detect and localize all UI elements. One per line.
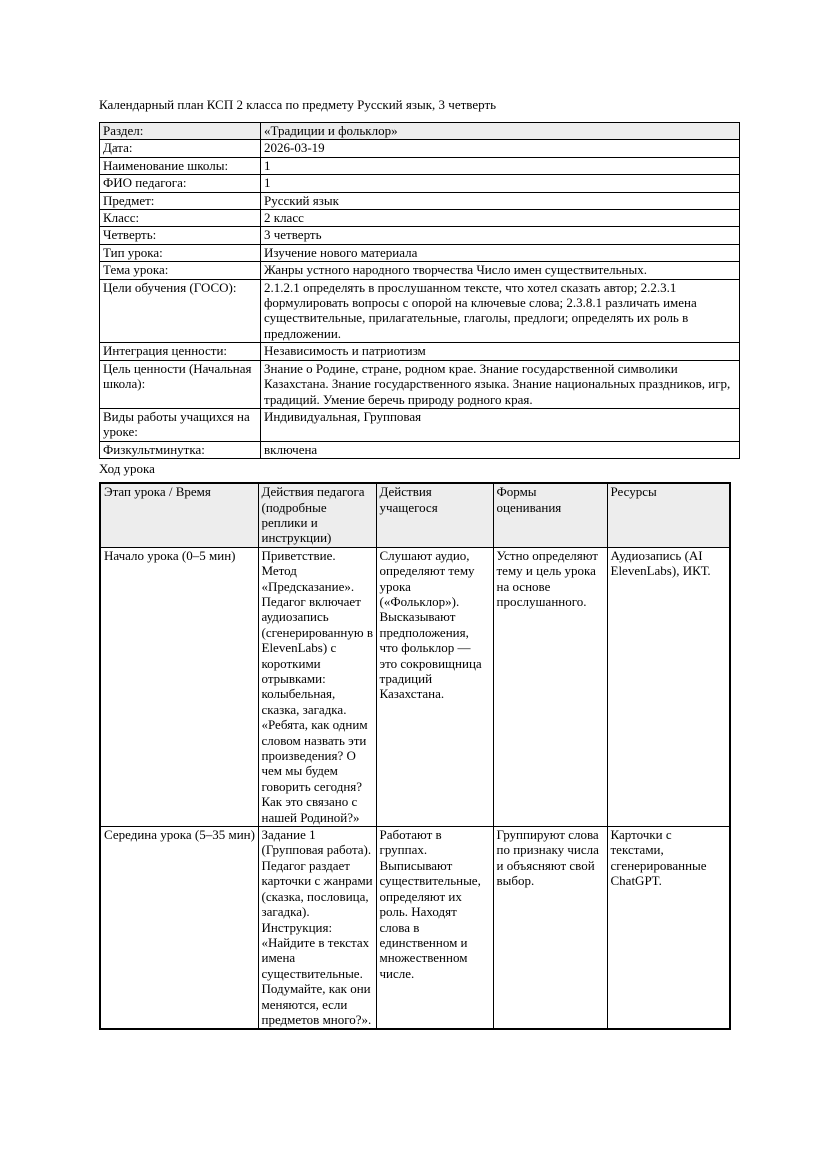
info-row-goals — [100, 279, 740, 343]
info-label: Наименование школы: — [100, 157, 261, 174]
info-row-school — [100, 157, 740, 174]
info-value: Знание о Родине, стране, родном крае. Знание государственной символики Казахстана. Знание государственного языка. Знание национальных праздников, игр, традиций. Умение беречь природу родного края. — [261, 360, 740, 408]
page-title: Календарный план КСП 2 класса по предмету Русский язык, 3 четверть — [99, 97, 497, 112]
column-header-assessment: Формы оценивания — [493, 483, 607, 547]
student-actions-cell: Работают в группах. Выписывают существительные, определяют их роль. Находят слова в единственном и множественном числе. — [376, 827, 493, 1030]
document-content — [99, 97, 729, 1030]
info-label: ФИО педагога: — [100, 175, 261, 192]
info-value: 2026-03-19 — [261, 140, 740, 157]
lesson-row-start — [100, 547, 730, 826]
info-label: Тема урока: — [100, 262, 261, 279]
info-label: Тип урока: — [100, 244, 261, 261]
info-label: Класс: — [100, 210, 261, 227]
resources-cell: Карточки с текстами, сгенерированные ChatGPT. — [607, 827, 730, 1030]
info-value: 2.1.2.1 определять в прослушанном тексте, что хотел сказать автор; 2.2.3.1 формулировать вопросы с опорой на ключевые слова; 2.3.8.1 различать имена существительные, прилагательные, глаголы, предлоги; определять их роль в предложении. — [261, 279, 740, 343]
student-actions-cell: Слушают аудио, определяют тему урока («Фольклор»). Высказывают предположения, что фольклор — это сокровищница традиций Казахстана. — [376, 547, 493, 826]
info-row-teacher-name — [100, 175, 740, 192]
info-value: 2 класс — [261, 210, 740, 227]
info-label: Цели обучения (ГОСО): — [100, 279, 261, 343]
lesson-flow-heading: Ход урока — [99, 461, 155, 477]
column-header-stage: Этап урока / Время — [100, 483, 258, 547]
info-value: Изучение нового материала — [261, 244, 740, 261]
lesson-flow-table — [99, 482, 731, 1030]
lesson-table-header-row — [100, 483, 730, 547]
info-label: Дата: — [100, 140, 261, 157]
info-label: Физкультминутка: — [100, 441, 261, 458]
info-row-values-goal — [100, 360, 740, 408]
column-header-student-actions: Действия учащегося — [376, 483, 493, 547]
info-value: «Традиции и фольклор» — [261, 123, 740, 140]
info-value: Русский язык — [261, 192, 740, 209]
info-row-class — [100, 210, 740, 227]
info-value: Независимость и патриотизм — [261, 343, 740, 360]
info-row-subject — [100, 192, 740, 209]
info-row-quarter — [100, 227, 740, 244]
teacher-actions-cell: Приветствие. Метод «Предсказание». Педагог включает аудиозапись (сгенерированную в ElevenLabs) с короткими отрывками: колыбельная, сказка, загадка. «Ребята, как одним словом назвать эти произведения? О чем мы будем говорить сегодня? Как это связано с нашей Родиной?» — [258, 547, 376, 826]
info-value: включена — [261, 441, 740, 458]
info-label: Виды работы учащихся на уроке: — [100, 408, 261, 441]
column-header-teacher-actions: Действия педагога (подробные реплики и инструкции) — [258, 483, 376, 547]
info-label: Раздел: — [100, 123, 261, 140]
assessment-cell: Группируют слова по признаку числа и объясняют свой выбор. — [493, 827, 607, 1030]
info-row-work-types — [100, 408, 740, 441]
column-header-resources: Ресурсы — [607, 483, 730, 547]
info-label: Цель ценности (Начальная школа): — [100, 360, 261, 408]
info-label: Предмет: — [100, 192, 261, 209]
info-value: 1 — [261, 157, 740, 174]
info-row-values-integration — [100, 343, 740, 360]
info-label: Интеграция ценности: — [100, 343, 261, 360]
info-row-physical-minute — [100, 441, 740, 458]
info-row-razdel — [100, 123, 740, 140]
stage-cell: Середина урока (5–35 мин) — [100, 827, 258, 1030]
info-row-lesson-type — [100, 244, 740, 261]
resources-cell: Аудиозапись (AI ElevenLabs), ИКТ. — [607, 547, 730, 826]
info-value: Жанры устного народного творчества Число имен существительных. — [261, 262, 740, 279]
stage-cell: Начало урока (0–5 мин) — [100, 547, 258, 826]
info-value: 3 четверть — [261, 227, 740, 244]
teacher-actions-cell: Задание 1 (Групповая работа). Педагог раздает карточки с жанрами (сказка, пословица, загадка). Инструкция: «Найдите в текстах имена существительные. Подумайте, как они меняются, если предметов много?». — [258, 827, 376, 1030]
info-value: Индивидуальная, Групповая — [261, 408, 740, 441]
info-value: 1 — [261, 175, 740, 192]
lesson-row-middle — [100, 827, 730, 1030]
info-row-data — [100, 140, 740, 157]
lesson-info-table — [99, 122, 740, 459]
info-label: Четверть: — [100, 227, 261, 244]
info-row-lesson-topic — [100, 262, 740, 279]
assessment-cell: Устно определяют тему и цель урока на основе прослушанного. — [493, 547, 607, 826]
